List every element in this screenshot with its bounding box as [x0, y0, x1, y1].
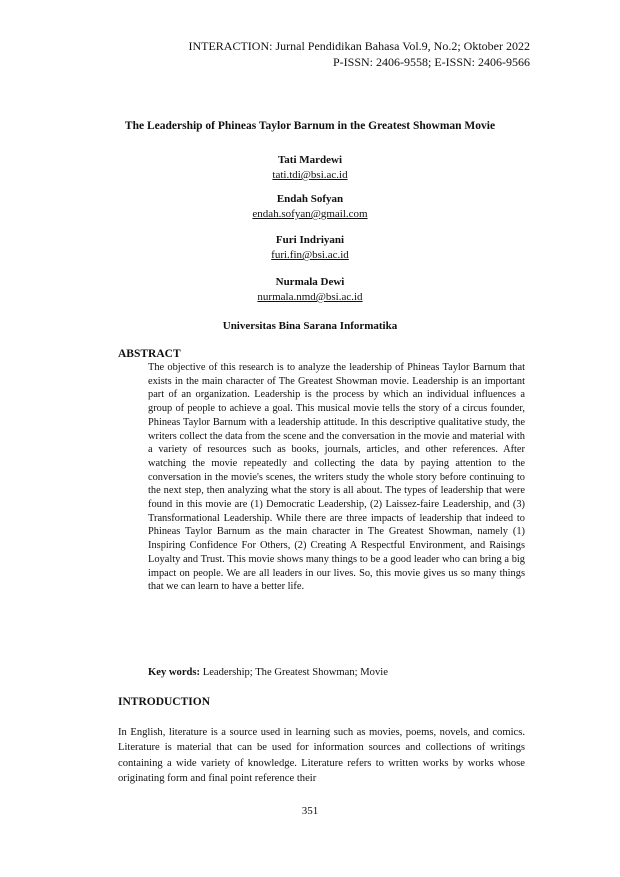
- author-name: Nurmala Dewi: [275, 276, 345, 288]
- author-name: Tati Mardewi: [277, 154, 343, 166]
- author-email-link[interactable]: tati.tdi@bsi.ac.id: [272, 169, 348, 181]
- page-number: 351: [301, 805, 319, 817]
- author-block: [0, 192, 620, 222]
- keywords-text: Leadership; The Greatest Showman; Movie: [202, 667, 388, 678]
- keywords-line: [148, 667, 388, 678]
- introduction-body: In English, literature is a source used in learning such as movies, poems, novels, and comics. Literature is material that can be used for information sources and collections of writings containing a wide variety of knowledge. Literature refers to written works by works whose originating form and final point reference their: [118, 727, 525, 784]
- paper-title: The Leadership of Phineas Taylor Barnum in the Greatest Showman Movie: [124, 120, 496, 132]
- issn-line: P-ISSN: 2406-9558; E-ISSN: 2406-9566: [332, 55, 530, 69]
- author-email-link[interactable]: endah.sofyan@gmail.com: [252, 208, 368, 220]
- abstract-heading: ABSTRACT: [118, 348, 181, 360]
- keywords-label: Key words:: [148, 667, 201, 678]
- author-block: [0, 153, 620, 183]
- author-email-link[interactable]: nurmala.nmd@bsi.ac.id: [257, 291, 363, 303]
- introduction-heading: INTRODUCTION: [118, 696, 211, 708]
- author-name: Endah Sofyan: [276, 193, 344, 205]
- journal-title-line: INTERACTION: Jurnal Pendidikan Bahasa Vol.9, No.2; Oktober 2022: [188, 39, 530, 53]
- journal-header: [188, 38, 530, 70]
- author-block: [0, 275, 620, 305]
- affiliation: Universitas Bina Sarana Informatika: [222, 320, 398, 332]
- author-block: [0, 233, 620, 263]
- author-email-link[interactable]: furi.fin@bsi.ac.id: [271, 249, 349, 261]
- author-name: Furi Indriyani: [275, 234, 345, 246]
- abstract-body: The objective of this research is to analyze the leadership of Phineas Taylor Barnum that exists in the main character of The Greatest Showman movie. Leadership is an important part of an organization. Leadership is the process by which an individual influences a group of people to achieve a goal. This musical movie tells the story of a circus founder, Phineas Taylor Barnum with a leadership attitude. In this descriptive qualitative study, the writers collect the data from the scene and the conversation in the movie and material with a variety of resources such as books, journals, articles, and other references. After watching the movie repeatedly and collecting the data by paying attention to the conversation in the movie's scenes, the writers study the whole story before continuing to the next step, then analyzing what the story is all about. The types of leadership that were found in this movie are (1) Democratic Leadership, (2) Laissez-faire Leadership, and (3) Transformational Leadership. While there are three impacts of leadership that indeed to Phineas Taylor Barnum as the main character in The Greatest Showman, namely (1) Inspiring Confidence For Others, (2) Creating A Respectful Environment, and Raisings Loyalty and Trust. This movie shows many things to be a good leader who can bring a big impact on people. We are all leaders in our lives. So, this movie gives us so many things that we can learn to have a better life.: [148, 362, 525, 593]
